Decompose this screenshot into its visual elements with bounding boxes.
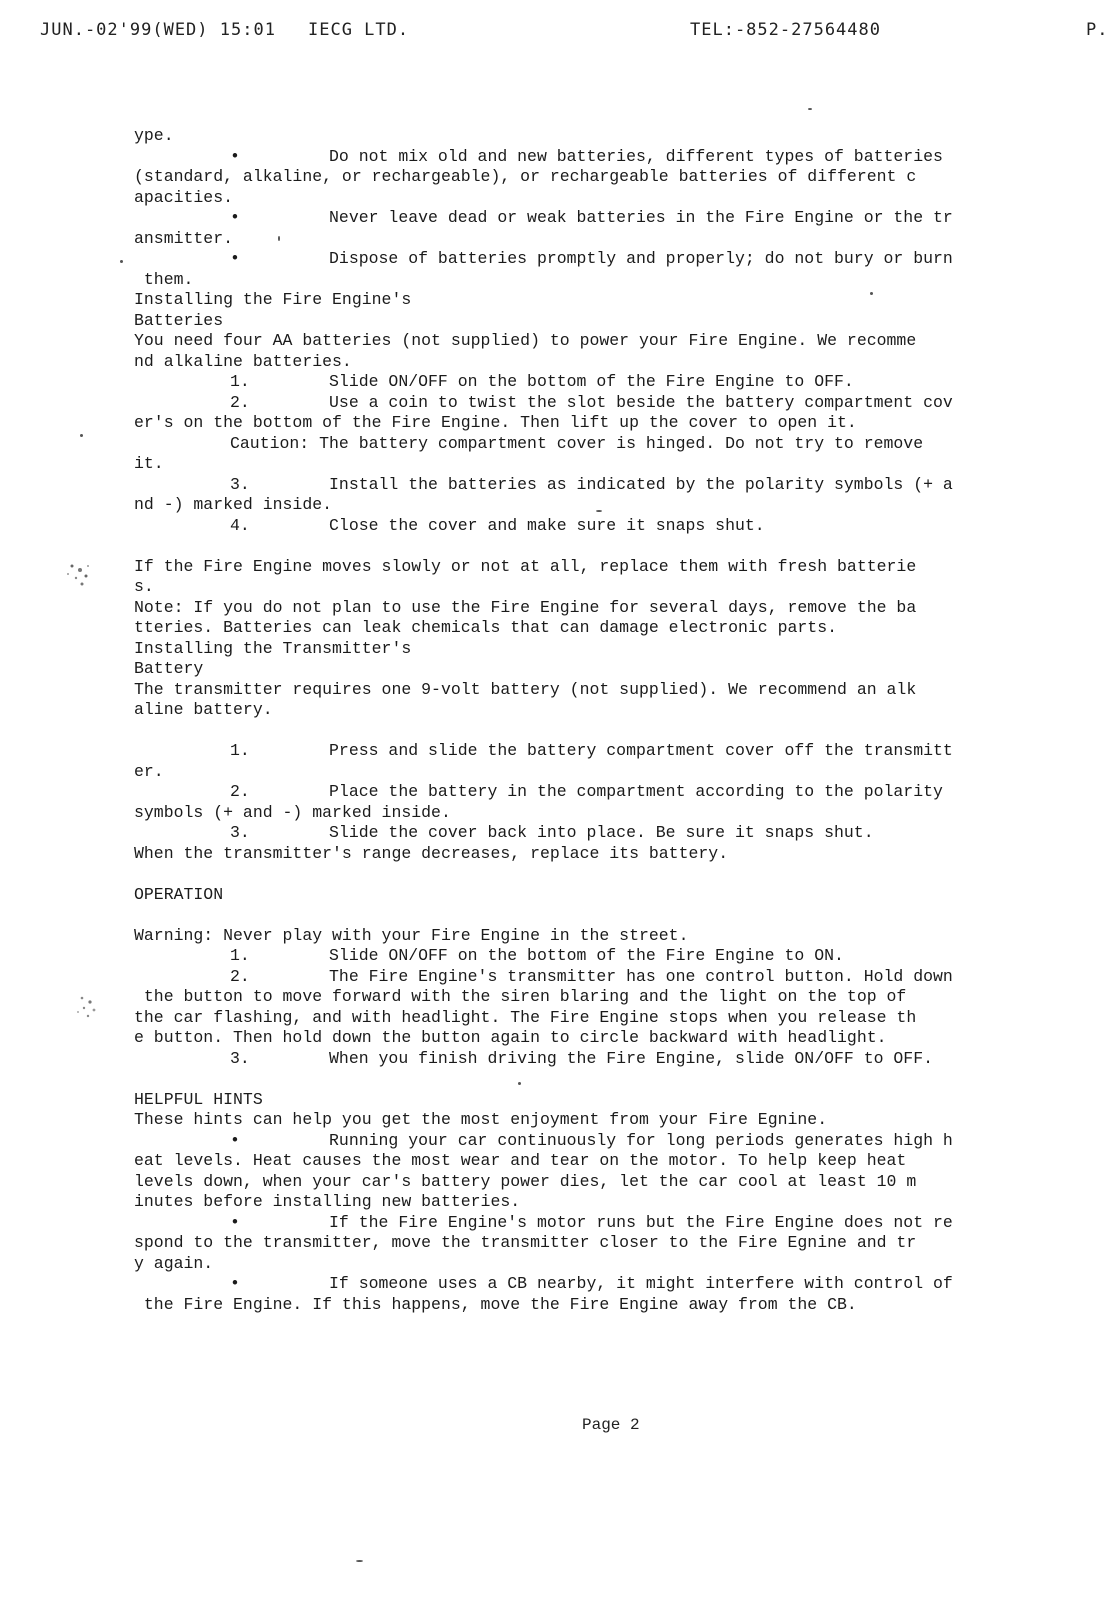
document-line: er's on the bottom of the Fire Engine. Then lift up the cover to open it. xyxy=(134,413,857,432)
document-line: • Dispose of batteries promptly and properly; do not bury or burn xyxy=(230,249,953,268)
fax-header xyxy=(40,20,1110,46)
document-line: nd -) marked inside. xyxy=(134,495,333,514)
fax-smudge xyxy=(72,990,106,1026)
document-line: 1. Slide ON/OFF on the bottom of the Fire Engine to OFF. xyxy=(230,372,854,391)
document-line: inutes before installing new batteries. xyxy=(134,1192,521,1211)
document-line: Battery xyxy=(134,659,204,678)
document-line xyxy=(0,905,1120,926)
document-line: Batteries xyxy=(134,310,224,330)
fax-speck xyxy=(80,434,83,437)
document-line: Installing the Transmitter's xyxy=(134,638,412,658)
document-line: s. xyxy=(134,577,154,596)
document-line: Warning: Never play with your Fire Engine in the street. xyxy=(134,925,689,945)
document-line: e button. Then hold down the button again to circle backward with headlight. xyxy=(134,1028,887,1047)
document-line: ansmitter. xyxy=(134,228,234,248)
document-line: the button to move forward with the siren blaring and the light on the top of xyxy=(134,987,907,1006)
document-body xyxy=(0,126,1120,1315)
document-line: 1. Slide ON/OFF on the bottom of the Fire Engine to ON. xyxy=(230,946,844,965)
document-line: y again. xyxy=(134,1253,214,1273)
document-line: er. xyxy=(134,761,164,781)
fax-date: JUN.-02'99(WED) 15:01 xyxy=(40,20,276,40)
document-line: eat levels. Heat causes the most wear and tear on the motor. To help keep heat xyxy=(134,1151,907,1170)
document-line: 4. Close the cover and make sure it snaps shut. xyxy=(230,515,765,535)
document-line: If the Fire Engine moves slowly or not at all, replace them with fresh batterie xyxy=(134,556,917,576)
document-line: The transmitter requires one 9-volt battery (not supplied). We recommend an alk xyxy=(134,679,917,699)
document-line: HELPFUL HINTS xyxy=(134,1089,263,1109)
document-line: spond to the transmitter, move the transmitter closer to the Fire Egnine and tr xyxy=(134,1233,917,1252)
document-line: 3. When you finish driving the Fire Engine, slide ON/OFF to OFF. xyxy=(230,1048,934,1068)
document-line: 3. Slide the cover back into place. Be sure it snaps shut. xyxy=(230,823,874,842)
document-line: Note: If you do not plan to use the Fire Engine for several days, remove the ba xyxy=(134,597,917,617)
document-line: • If someone uses a CB nearby, it might interfere with control of xyxy=(230,1274,953,1293)
document-line: 2. The Fire Engine's transmitter has one control button. Hold down xyxy=(230,966,953,986)
document-line xyxy=(0,536,1120,557)
document-line: nd alkaline batteries. xyxy=(134,351,352,371)
document-line: Installing the Fire Engine's xyxy=(134,290,412,309)
document-line: levels down, when your car's battery power dies, let the car cool at least 10 m xyxy=(134,1171,917,1191)
fax-speck xyxy=(518,1082,521,1085)
document-line xyxy=(0,721,1120,742)
document-line: • If the Fire Engine's motor runs but the Fire Engine does not re xyxy=(230,1212,953,1232)
document-line: ype. xyxy=(134,126,174,145)
document-line: them. xyxy=(134,269,194,289)
document-line: • Never leave dead or weak batteries in the Fire Engine or the tr xyxy=(230,208,953,227)
document-line: 2. Place the battery in the compartment according to the polarity xyxy=(230,782,943,801)
document-line: symbols (+ and -) marked inside. xyxy=(134,802,451,822)
document-line xyxy=(0,864,1120,885)
document-line: aline battery. xyxy=(134,700,273,719)
fax-tel: TEL:-852-27564480 xyxy=(690,20,881,40)
document-line: You need four AA batteries (not supplied) to power your Fire Engine. We recomme xyxy=(134,331,917,350)
document-line: apacities. xyxy=(134,187,234,207)
document-line: • Do not mix old and new batteries, different types of batteries xyxy=(230,146,943,166)
document-line: 2. Use a coin to twist the slot beside the battery compartment cov xyxy=(230,392,953,412)
fax-speck xyxy=(596,510,602,512)
document-line: OPERATION xyxy=(134,884,224,904)
document-line: (standard, alkaline, or rechargeable), or rechargeable batteries of different c xyxy=(134,167,917,186)
fax-speck xyxy=(120,260,123,263)
page-number: Page 2 xyxy=(582,1416,640,1434)
document-line: When the transmitter's range decreases, replace its battery. xyxy=(134,843,729,863)
document-line: 3. Install the batteries as indicated by the polarity symbols (+ a xyxy=(230,474,953,494)
document-line: the car flashing, and with headlight. The Fire Engine stops when you release th xyxy=(134,1007,917,1027)
fax-page-marker: P. xyxy=(1086,20,1109,40)
fax-speck xyxy=(278,236,280,241)
document-line: • Running your car continuously for long periods generates high h xyxy=(230,1130,953,1150)
fax-speck xyxy=(870,292,873,295)
document-line: the Fire Engine. If this happens, move the Fire Engine away from the CB. xyxy=(134,1294,857,1314)
fax-company: IECG LTD. xyxy=(308,20,410,40)
fax-speck xyxy=(356,1560,363,1562)
document-line: it. xyxy=(134,454,164,473)
document-line: Caution: The battery compartment cover is hinged. Do not try to remove xyxy=(230,433,924,453)
document-line: tteries. Batteries can leak chemicals that can damage electronic parts. xyxy=(134,618,838,637)
document-line: 1. Press and slide the battery compartment cover off the transmitt xyxy=(230,741,953,760)
fax-speck xyxy=(808,108,812,110)
document-line: These hints can help you get the most enjoyment from your Fire Egnine. xyxy=(134,1110,828,1129)
fax-smudge xyxy=(60,556,100,596)
document-line xyxy=(0,1069,1120,1090)
